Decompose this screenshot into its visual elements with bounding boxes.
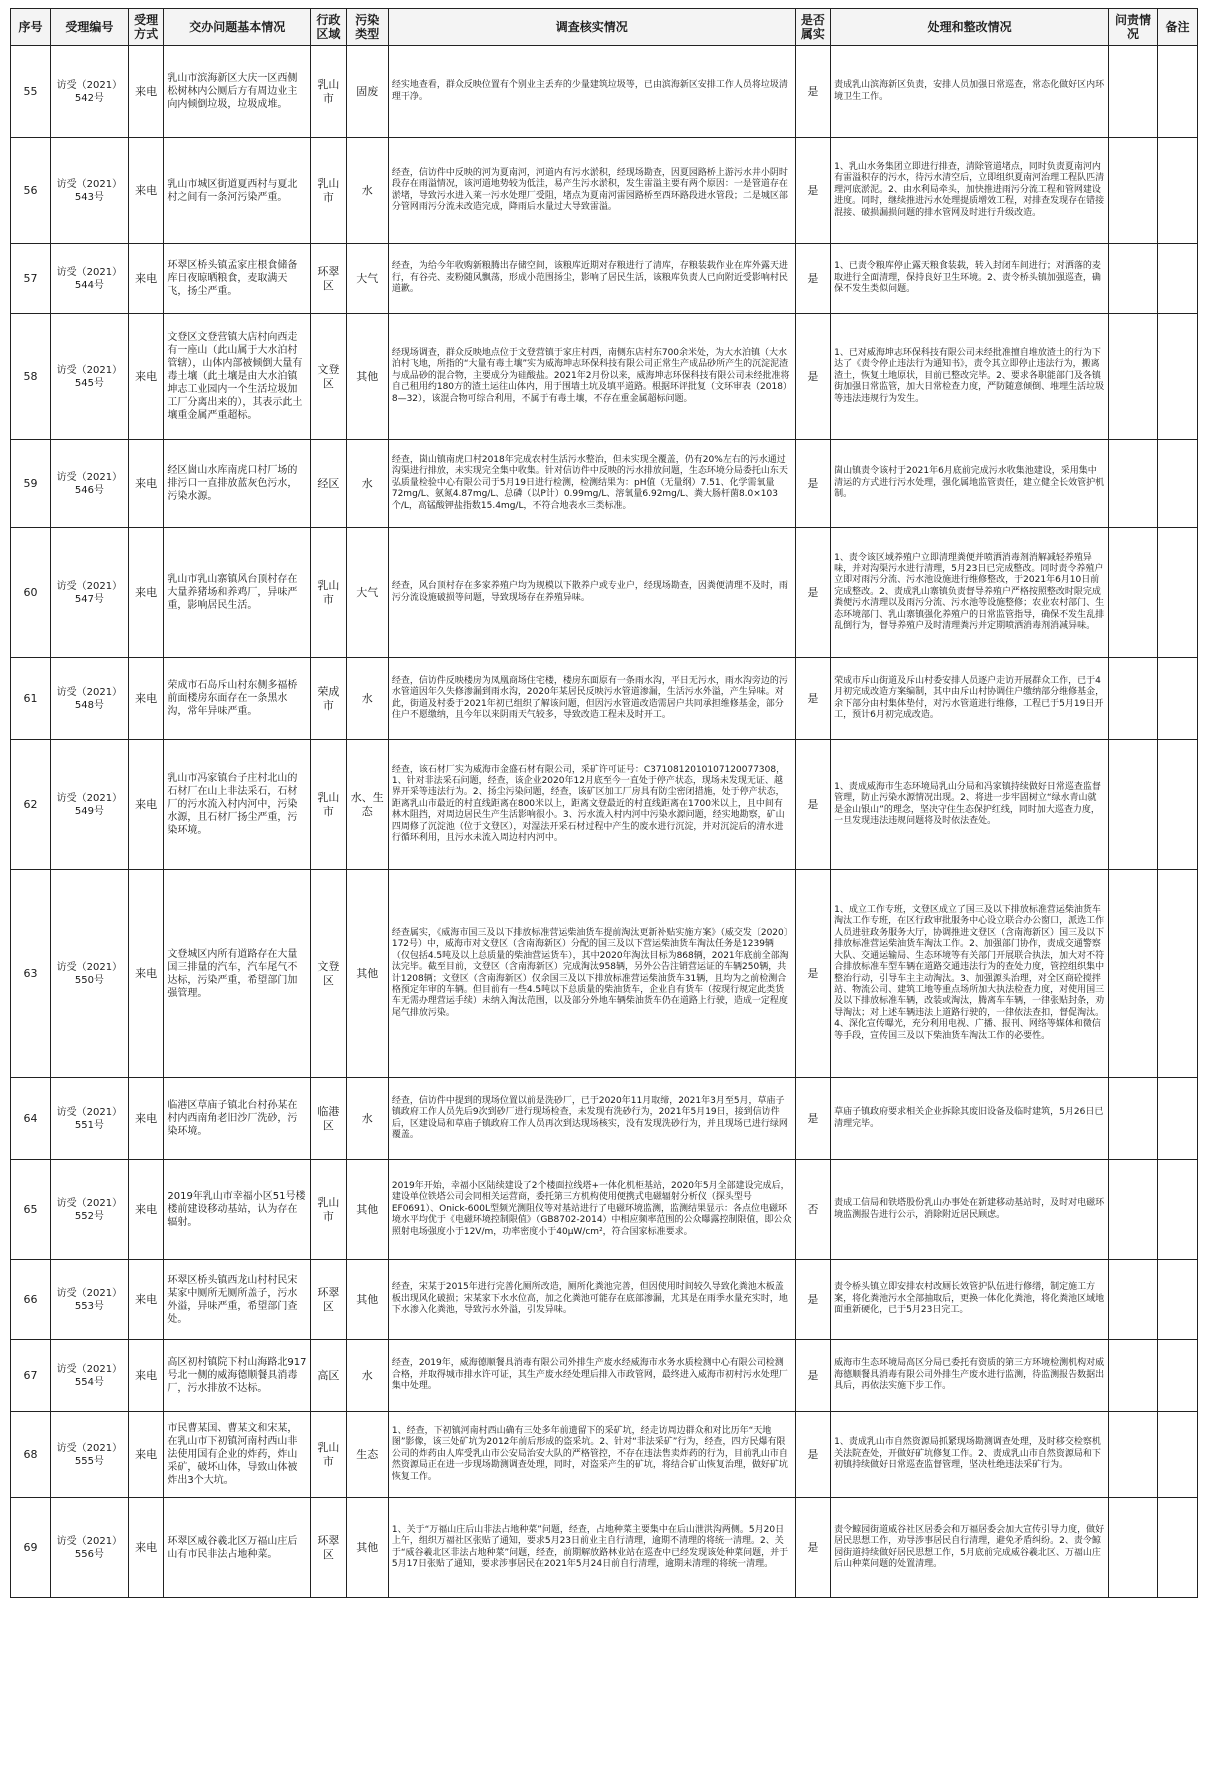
cell-area: 文登区 [311, 870, 347, 1078]
table-row [11, 740, 1198, 870]
cell-area: 乳山市 [311, 138, 347, 244]
table-row [11, 440, 1198, 528]
cell-accountability [1109, 1078, 1158, 1160]
cell-issue: 荣成市石岛斥山村东侧多福桥前面楼房东面存在一条黑水沟，常年异味严重。 [164, 658, 311, 740]
cell-handling: 1、已责令粮库停止露天粮食装载，转入封闭车间进行；对洒落的麦取进行全面清理，保持良好卫生环境。2、责令桥头镇加强巡查，确保不发生类似问题。 [831, 244, 1109, 314]
cell-issue: 环翠区桥头镇孟家庄根食储备库日夜晾晒粮食，麦取满天飞，扬尘严重。 [164, 244, 311, 314]
table-row [11, 1260, 1198, 1340]
cell-verified: 是 [795, 1340, 831, 1412]
table-row [11, 1340, 1198, 1412]
cell-handling: 威海市生态环境局高区分局已委托有资质的第三方环境检测机构对威海德顺餐具消毒有限公司外排生产废水进行监测，待监测报告数据出具后，再依法实施下步工作。 [831, 1340, 1109, 1412]
cell-handling: 1、已对威海坤志环保科技有限公司未经批准擅自堆放渣土的行为下达了《责令停止违法行为通知书》，责令其立即停止违法行为，搬离渣土，恢复土地原状，目前已整改完毕。2、要求各职能部门及各镇街加强日常监管，加大日常检查力度，严防随意倾倒、堆埋生活垃圾等违法违规行为发生。 [831, 314, 1109, 440]
cell-verified: 是 [795, 440, 831, 528]
table-header-row [11, 9, 1198, 46]
cell-method: 来电 [128, 528, 164, 658]
cell-serial: 66 [11, 1260, 51, 1340]
cell-pollution-type: 其他 [346, 1498, 388, 1598]
cell-verified: 是 [795, 244, 831, 314]
header-pollution-type: 污染类型 [346, 9, 388, 46]
cell-case-id: 访受（2021）549号 [51, 740, 129, 870]
cell-handling: 1、责成乳山市自然资源局抓紧现场勘测调查处理，及时移交检察机关法院查处，开做好矿坑修复工作。2、责成乳山市自然资源局和下初镇持续做好日常巡查监督管理，坚决杜绝违法采矿行为。 [831, 1412, 1109, 1498]
cell-verified: 是 [795, 1498, 831, 1598]
cell-issue: 文登城区内所有道路存在大量国三排量的汽车，汽车尾气不达标，污染严重，希望部门加强管理。 [164, 870, 311, 1078]
cell-verified: 是 [795, 46, 831, 138]
cell-serial: 56 [11, 138, 51, 244]
cell-method: 来电 [128, 1412, 164, 1498]
cell-remarks [1157, 138, 1197, 244]
cell-accountability [1109, 528, 1158, 658]
cell-remarks [1157, 1340, 1197, 1412]
cell-method: 来电 [128, 1260, 164, 1340]
cell-pollution-type: 其他 [346, 1260, 388, 1340]
cell-serial: 58 [11, 314, 51, 440]
cell-case-id: 访受（2021）546号 [51, 440, 129, 528]
cell-method: 来电 [128, 1498, 164, 1598]
cell-serial: 61 [11, 658, 51, 740]
table-row [11, 314, 1198, 440]
cell-case-id: 访受（2021）543号 [51, 138, 129, 244]
cell-case-id: 访受（2021）545号 [51, 314, 129, 440]
cell-area: 环翠区 [311, 1260, 347, 1340]
cell-pollution-type: 生态 [346, 1412, 388, 1498]
cell-pollution-type: 水 [346, 1340, 388, 1412]
cell-serial: 63 [11, 870, 51, 1078]
cell-remarks [1157, 314, 1197, 440]
cell-remarks [1157, 740, 1197, 870]
cell-accountability [1109, 440, 1158, 528]
header-accountability: 问责情况 [1109, 9, 1158, 46]
cell-investigation: 经查，2019年，威海德顺餐具消毒有限公司外排生产废水经威海市水务水质检测中心有限公司检测合格，并取得城市排水许可证，其生产废水经处理后排入市政管网，最终进入威海市初村污水处理厂集中处理。 [388, 1340, 795, 1412]
cell-case-id: 访受（2021）554号 [51, 1340, 129, 1412]
cell-pollution-type: 大气 [346, 528, 388, 658]
cell-case-id: 访受（2021）553号 [51, 1260, 129, 1340]
cell-investigation: 经查，信访件中提到的现场位置以前是洗砂厂，已于2020年11月取缔，2021年3月至5月，草庙子镇政府工作人员先后9次到砂厂进行现场检查，未发现有洗砂行为，2021年5月19日，接到信访件后，区建设局和草庙子镇政府工作人员再次到达现场核实，没有发现洗砂行为，并且现场已进行绿网覆盖。 [388, 1078, 795, 1160]
table-row [11, 528, 1198, 658]
cell-handling: 1、责成威海市生态环境局乳山分局和冯家镇持续做好日常巡查监督管理，防止污染水源情况出现。2、将进一步牢固树立“绿水青山就是金山银山”的理念，坚决守住生态保护红线，同时加大巡查力度，一旦发现违法违规问题将及时依法查处。 [831, 740, 1109, 870]
cell-area: 乳山市 [311, 1412, 347, 1498]
cell-accountability [1109, 46, 1158, 138]
cell-method: 来电 [128, 1160, 164, 1260]
table-row [11, 1412, 1198, 1498]
cell-pollution-type: 固废 [346, 46, 388, 138]
cell-issue: 乳山市冯家镇台子庄村北山的石材厂在山上非法采石，石材厂的污水流入村内河中，污染水源，且石材厂扬尘严重，污染环境。 [164, 740, 311, 870]
cell-investigation: 经查属实，《威海市国三及以下排放标准营运柴油货车提前淘汰更新补贴实施方案》（威交发〔2020〕172号）中，威海市对文登区（含南海新区）分配的国三及以下营运柴油货车淘汰任务是1239辆（仅包括4.5吨及以上总质量的柴油营运货车），其中2020年淘汰目标为868辆，2021年底前全部淘汰完毕。截至目前，文登区（含南海新区）完成淘汰958辆，另外公告注销营运证的车辆250辆，共计1208辆；文登区（含南海新区）仅余国三及以下排放标准营运柴油货车31辆，且均为之前检测合格预定年审的车辆。但目前有一些4.5吨以下总质量的柴油货车，企业自有货车（按现行规定此类货车无需办理营运手续）未纳入淘汰范围，以及部分外地车辆柴油货车仍在道路上行驶，造成一定程度尾气排放污染。 [388, 870, 795, 1078]
cell-area: 乳山市 [311, 1160, 347, 1260]
cell-verified: 是 [795, 1078, 831, 1160]
cell-remarks [1157, 1078, 1197, 1160]
header-remarks: 备注 [1157, 9, 1197, 46]
header-handling: 处理和整改情况 [831, 9, 1109, 46]
cell-issue: 乳山市乳山寨镇风台顶村存在大量养猪场和养鸡厂，异味严重，影响居民生活。 [164, 528, 311, 658]
cell-verified: 是 [795, 1260, 831, 1340]
cell-area: 临港区 [311, 1078, 347, 1160]
cell-method: 来电 [128, 314, 164, 440]
cell-issue: 环翠区威谷羲北区万福山庄后山有市民非法占地种菜。 [164, 1498, 311, 1598]
header-investigation: 调查核实情况 [388, 9, 795, 46]
cell-accountability [1109, 244, 1158, 314]
cell-verified: 是 [795, 658, 831, 740]
cell-investigation: 1、经查，下初镇河南村西山确有三处多年前遗留下的采矿坑，经走访周边群众和对比历年“天地图”影像，该三处矿坑为2012年前后形成的盗采坑。2、针对“非法采矿”行为，经查，四方民爆有限公司的炸药由人库受乳山市公安局治安大队的严格管控，不存在违法售卖炸药的行为，目前乳山市自然资源局正在进一步现场勘测调查处理，同时，对盗采产生的矿坑，将结合矿山恢复治理，做好矿坑恢复工作。 [388, 1412, 795, 1498]
cell-remarks [1157, 1260, 1197, 1340]
cell-issue: 乳山市滨海新区大庆一区西侧松树林内公厕后方有周边业主向内倾倒垃圾，垃圾成堆。 [164, 46, 311, 138]
cell-remarks [1157, 440, 1197, 528]
complaint-table [10, 8, 1198, 1598]
cell-handling: 1、责令该区域养殖户立即清理粪便并喷洒消毒剂消解减轻养殖异味，并对沟渠污水进行清理，5月23日已完成整改。同时责令养殖户立即对雨污分流、污水池设施进行维修整改，于2021年6月10日前完成整改。2、责成乳山寨镇负责督导养殖户严格按照整改时限完成粪便污水清理以及雨污分流、污水池等设施整修；农业农村部门、生态环境部门、乳山寨镇强化养殖户的日常监管指导，确保不发生乱排乱倒行为，督导养殖户及时清理粪污并定期喷洒消毒剂消减异味。 [831, 528, 1109, 658]
cell-pollution-type: 水 [346, 1078, 388, 1160]
header-serial: 序号 [11, 9, 51, 46]
cell-area: 环翠区 [311, 244, 347, 314]
table-row [11, 658, 1198, 740]
cell-handling: 崮山镇责令该村于2021年6月底前完成污水收集池建设，采用集中清运的方式进行污水处理，强化属地监管责任，建立健全长效管护机制。 [831, 440, 1109, 528]
table-row [11, 46, 1198, 138]
cell-area: 高区 [311, 1340, 347, 1412]
cell-handling: 1、成立工作专班，文登区成立了国三及以下排放标准营运柴油货车淘汰工作专班，在区行政审批服务中心设立联合办公窗口，派选工作人员进驻政务服务大厅，协调推进文登区（含南海新区）国三及以下排放标准营运柴油货车淘汰工作。2、加强部门协作，责成交通警察大队、交通运输局、生态环境等有关部门开展联合执法，加大对不符合排放标准车型车辆在道路交通违法行为的查处力度，管控组织集中整治行动，引导车主主动淘汰。3、加强源头治理，对全区商砼搅拌站、物流公司、建筑工地等重点场所加大执法检查力度，对使用国三及以下排放标准车辆，改装或淘汰，腾离车车辆，一律张贴封条，劝导淘汰；对上述车辆违法上道路行驶的，一律依法查扣，督促淘汰。4、深化宣传曝光，充分利用电视、广播、报刊、网络等媒体和微信等手段，宣传国三及以下柴油货车淘汰工作的必要性。 [831, 870, 1109, 1078]
cell-accountability [1109, 1260, 1158, 1340]
cell-area: 经区 [311, 440, 347, 528]
cell-area: 环翠区 [311, 1498, 347, 1598]
cell-remarks [1157, 244, 1197, 314]
cell-pollution-type: 其他 [346, 870, 388, 1078]
cell-issue: 2019年乳山市幸福小区51号楼楼前建设移动基站，认为存在辐射。 [164, 1160, 311, 1260]
cell-investigation: 经实地查看，群众反映位置有个别业主丢弃的少量建筑垃圾等，已由滨海新区安排工作人员将垃圾清理干净。 [388, 46, 795, 138]
cell-area: 文登区 [311, 314, 347, 440]
header-area: 行政区域 [311, 9, 347, 46]
header-case-id: 受理编号 [51, 9, 129, 46]
cell-area: 乳山市 [311, 740, 347, 870]
cell-method: 来电 [128, 244, 164, 314]
cell-method: 来电 [128, 440, 164, 528]
cell-method: 来电 [128, 870, 164, 1078]
cell-issue: 乳山市城区街道夏西村与夏北村之间有一条河污染严重。 [164, 138, 311, 244]
cell-issue: 市民曹某国、曹某文和宋某，在乳山市下初镇河南村西山非法使用国有企业的炸药，炸山采矿，破坏山体，导致山体被炸出3个大坑。 [164, 1412, 311, 1498]
cell-accountability [1109, 870, 1158, 1078]
cell-case-id: 访受（2021）556号 [51, 1498, 129, 1598]
cell-remarks [1157, 1412, 1197, 1498]
cell-method: 来电 [128, 138, 164, 244]
cell-case-id: 访受（2021）550号 [51, 870, 129, 1078]
cell-accountability [1109, 658, 1158, 740]
cell-area: 荣成市 [311, 658, 347, 740]
cell-serial: 55 [11, 46, 51, 138]
cell-serial: 68 [11, 1412, 51, 1498]
cell-pollution-type: 水 [346, 658, 388, 740]
cell-serial: 64 [11, 1078, 51, 1160]
cell-case-id: 访受（2021）555号 [51, 1412, 129, 1498]
cell-handling: 荣成市斥山街道及斥山村委安排人员逐户走访开展群众工作，已于4月初完成改造方案编制，其中由斥山村协调住户缴纳部分维修基金，余下部分由村集体垫付，对污水管道进行维修，工程已于5月19日开工，预计6月初完成改造。 [831, 658, 1109, 740]
cell-verified: 是 [795, 314, 831, 440]
cell-verified: 是 [795, 138, 831, 244]
cell-case-id: 访受（2021）542号 [51, 46, 129, 138]
cell-case-id: 访受（2021）551号 [51, 1078, 129, 1160]
table-row [11, 138, 1198, 244]
cell-remarks [1157, 1498, 1197, 1598]
cell-pollution-type: 水 [346, 138, 388, 244]
header-issue: 交办问题基本情况 [164, 9, 311, 46]
cell-accountability [1109, 1340, 1158, 1412]
cell-case-id: 访受（2021）547号 [51, 528, 129, 658]
cell-issue: 高区初村镇院下村山海路北917号北一侧的威海德顺餐具消毒厂，污水排放不达标。 [164, 1340, 311, 1412]
cell-investigation: 经查，信访件反映楼房为凤凰商场住宅楼，楼房东面原有一条雨水沟，平日无污水，雨水沟旁边的污水管道因年久失修渗漏到雨水沟，2020年某居民反映污水管道渗漏，生活污水外溢，产生异味。对此，街道及村委于2021年初已组织了解该问题，但因污水管道改造需居户共同承担维修基金，部分住户不愿缴纳，且今年以来阴雨天气较多，导致改造工程未及时开工。 [388, 658, 795, 740]
cell-investigation: 2019年开始，幸福小区陆续建设了2个楼面拉线塔+一体化机柜基站，2020年5月全部建设完成后，建设单位铁塔公司会同相关运营商，委托第三方机构使用便携式电磁辐射分析仪（探头型号EF0691）、Onick-600L型频光测阻仪等对基站进行了电磁环境监测，监测结果显示：各点位电磁环境水平均优于《电磁环境控制限值》（GB8702-2014）中相应频率范围的公众曝露控制限值，即公众照射电场强度小于12V/m，功率密度小于40μW/cm²，符合国家标准要求。 [388, 1160, 795, 1260]
cell-serial: 67 [11, 1340, 51, 1412]
cell-issue: 文登区文登营镇大店村向西走有一座山（此山属于大水泊村管辖），山体内部被倾倒大量有毒土壤（此土壤是由大水泊镇坤志工业园内一个生活垃圾加工厂分离出来的），其表示此土壤重金属严重超标。 [164, 314, 311, 440]
header-verified: 是否属实 [795, 9, 831, 46]
cell-method: 来电 [128, 740, 164, 870]
cell-pollution-type: 其他 [346, 314, 388, 440]
cell-remarks [1157, 658, 1197, 740]
cell-pollution-type: 水 [346, 440, 388, 528]
cell-verified: 是 [795, 528, 831, 658]
cell-pollution-type: 大气 [346, 244, 388, 314]
cell-serial: 59 [11, 440, 51, 528]
cell-accountability [1109, 740, 1158, 870]
cell-investigation: 经查，宋某于2015年进行完善化厕所改造，厕所化粪池完善，但因使用时间较久导致化粪池木板盖板出现风化破损；宋某家下水水位高，加之化粪池可能存在底部渗漏，尤其是在雨季水量充实时，地下水渗入化粪池，导致污水外溢，引发异味。 [388, 1260, 795, 1340]
cell-area: 乳山市 [311, 46, 347, 138]
cell-accountability [1109, 1498, 1158, 1598]
cell-remarks [1157, 46, 1197, 138]
cell-method: 来电 [128, 658, 164, 740]
cell-pollution-type: 其他 [346, 1160, 388, 1260]
cell-issue: 经区崮山水库南虎口村厂场的排污口一直排放蓝灰色污水，污染水源。 [164, 440, 311, 528]
table-row [11, 1160, 1198, 1260]
cell-remarks [1157, 1160, 1197, 1260]
cell-pollution-type: 水、生态 [346, 740, 388, 870]
cell-accountability [1109, 1160, 1158, 1260]
cell-investigation: 1、关于“万福山庄后山非法占地种菜”问题，经查，占地种菜主要集中在后山泄洪沟两侧。5月20日上午，组织万福社区张贴了通知，要求5月23日前业主自行清理，逾期不清理的将统一清理。2、关于“威谷羲北区非法占地种菜”问题，经查，前期解放路林业站在巡查中已经发现该处种菜问题，并于5月17日张贴了通知，要求涉事居民在2021年5月24日前自行清理，逾期未清理的将统一清理。 [388, 1498, 795, 1598]
cell-remarks [1157, 528, 1197, 658]
cell-accountability [1109, 1412, 1158, 1498]
cell-investigation: 经查，信访件中反映的河为夏南河，河道内有污水淤积，经现场勘查，因夏园路桥上游污水井小阴时段存在雨溢情况，该河道地势较为低洼，易产生污水淤积，发生雷溢主要有两个原因：一是管道存在淤堵，导致污水进入莱一污水处理厂受阻，堵点为夏南河雷园路桥至西环路段进水管段；二是城区部分管网雨污分流未改造完成，降雨后水量过大导致雷溢。 [388, 138, 795, 244]
cell-remarks [1157, 870, 1197, 1078]
cell-investigation: 经查，风台顶村存在多家养殖户均为规模以下散养户或专业户，经现场勘查，因粪便清理不及时，雨污分流设施破损等问题，导致现场存在养殖异味。 [388, 528, 795, 658]
cell-handling: 1、乳山水务集团立即进行排查，清除管道堵点，同时负责夏南河内有雷溢积存的污水，待污水清空后，立即组织夏南河治理工程队匹清理河底淤泥。2、由水利局牵头，加快推进雨污分流工程和管网建设进度。同时，继续推进污水处理提质增效工程，对排查发现存在错接混接、破损漏损问题的排水管网及时进行升级改造。 [831, 138, 1109, 244]
cell-method: 来电 [128, 46, 164, 138]
cell-investigation: 经现场调查，群众反映地点位于文登营镇于家庄村西，南侧东店村东700余米处，为大水泊镇（大水泊村飞地，所指的“大量有毒土壤”实为威海坤志环保科技有限公司正常生产成品砂所产生的沉淀泥渣与成品砂的混合物，主要成分为硅酸盐。2021年2月份以来，威海坤志环保科技有限公司未经批准将自己租用约180方的渣土运往山体内，用于围墙土坑及填平道路。根据环评批复（文环审表（2018）8—32），该混合物可综合利用，不属于有毒土壤，不存在重金属超标问题。 [388, 314, 795, 440]
cell-handling: 草庙子镇政府要求相关企业拆除其废旧设备及临时建筑，5月26日已清理完毕。 [831, 1078, 1109, 1160]
cell-case-id: 访受（2021）544号 [51, 244, 129, 314]
cell-verified: 是 [795, 740, 831, 870]
cell-accountability [1109, 138, 1158, 244]
cell-verified: 否 [795, 1160, 831, 1260]
cell-accountability [1109, 314, 1158, 440]
cell-area: 乳山市 [311, 528, 347, 658]
cell-issue: 临港区草庙子镇北台村孙某在村内西南角老旧沙厂洗砂，污染环境。 [164, 1078, 311, 1160]
cell-handling: 责成乳山滨海新区负责，安排人员加强日常巡查，常态化做好区内环境卫生工作。 [831, 46, 1109, 138]
cell-serial: 69 [11, 1498, 51, 1598]
cell-investigation: 经查，崮山镇南虎口村2018年完成农村生活污水整治，但未实现全覆盖，仍有20%左右的污水通过沟渠进行排放，未实现完全集中收集。针对信访件中反映的污水排放问题，生态环境分局委托山东天弘质量检验中心有限公司于5月19日进行检测，检测结果为：pH值（无量纲）7.51、化学需氧量72mg/L、氨氮4.87mg/L、总磷（以P计）0.99mg/L、溶氧量6.92mg/L、粪大肠杆菌8.0×103个/L，高锰酸钾盐指数15.4mg/L，不符合地表水三类标准。 [388, 440, 795, 528]
table-row [11, 1498, 1198, 1598]
cell-investigation: 经查，该石材厂实为威海市金盛石材有限公司，采矿许可证号：C3710812010107120077308，1、针对非法采石问题，经查，该企业2020年12月底至今一直处于停产状态，现场未发现无证、越界开采等违法行为。2、扬尘污染问题，经查，该矿区加工厂房具有防尘密闭措施，处于停产状态，距离乳山市最近的村直线距离在800米以上，距离文登最近的村直线距离在1700米以上，且中间有林木阻挡，对周边居民生产生活影响很小。3、污水流入村内河中污染水源问题，经实地勘察，矿山四周修了沉淀池（位于文登区），对湿法开采石材过程中产生的废水进行沉淀，并对沉淀后的清水进行循环利用，且污水未流入周边村内河中。 [388, 740, 795, 870]
header-method: 受理方式 [128, 9, 164, 46]
cell-serial: 60 [11, 528, 51, 658]
cell-serial: 62 [11, 740, 51, 870]
cell-serial: 57 [11, 244, 51, 314]
table-row [11, 870, 1198, 1078]
cell-investigation: 经查，为给今年收购新粮腾出存储空间，该粮库近期对存粮进行了清库，存粮装载作业在库外露天进行，有谷壳、麦粉随风飘荡，形成小范围扬尘，影响了居民生活，该粮库负责人已向附近受影响村民道歉。 [388, 244, 795, 314]
cell-method: 来电 [128, 1078, 164, 1160]
table-row [11, 1078, 1198, 1160]
complaint-table-sheet [10, 8, 1198, 1598]
cell-serial: 65 [11, 1160, 51, 1260]
cell-issue: 环翠区桥头镇西龙山村村民宋某家中厕所无厕所盖子，污水外溢，异味严重，希望部门查处。 [164, 1260, 311, 1340]
cell-case-id: 访受（2021）548号 [51, 658, 129, 740]
table-row [11, 244, 1198, 314]
cell-verified: 是 [795, 1412, 831, 1498]
cell-handling: 责令鲸园街道威谷社区居委会和万福居委会加大宣传引导力度，做好居民思想工作，劝导涉事居民自行清理，避免矛盾纠纷。2、责令鲸园街道持续做好居民思想工作，5月底前完成威谷羲北区、万福山庄后山种菜问题的处置清理。 [831, 1498, 1109, 1598]
cell-handling: 责成工信局和铁塔股份乳山办事处在新建移动基站时，及时对电磁环境监测报告进行公示，消除附近居民顾虑。 [831, 1160, 1109, 1260]
cell-verified: 是 [795, 870, 831, 1078]
cell-handling: 责令桥头镇立即安排农村改厕长效管护队伍进行修缮，制定施工方案，将化粪池污水全部抽取后，更换一体化化粪池，将化粪池区域地面重新硬化，已于5月23日完工。 [831, 1260, 1109, 1340]
cell-method: 来电 [128, 1340, 164, 1412]
cell-case-id: 访受（2021）552号 [51, 1160, 129, 1260]
